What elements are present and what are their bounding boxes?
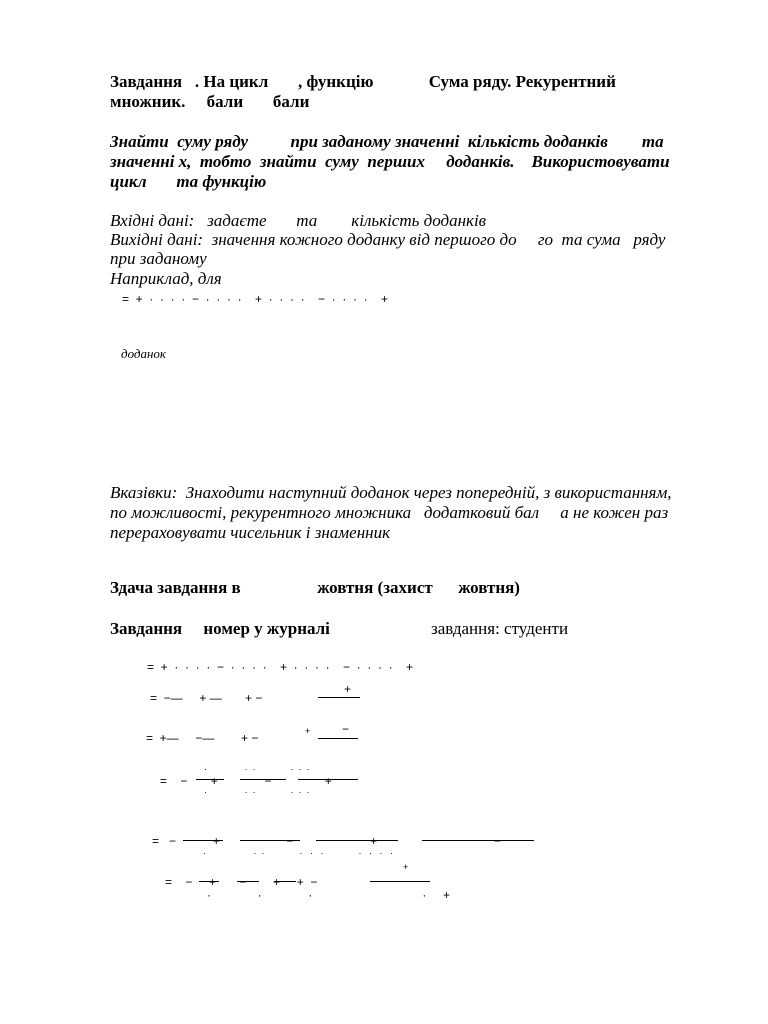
task-desc-line3: цикл та функцію — [110, 172, 267, 191]
formula-5-denominators: · · · · · · · · · · — [203, 848, 394, 858]
formula-6-bar-2 — [237, 881, 259, 882]
task-header-line1: Завдання . На цикл , функцію Сума ряду. Рекурентний — [110, 72, 616, 91]
formula-4: = − + − + — [160, 774, 332, 788]
task-header-line2: множник. бали бали — [110, 92, 310, 111]
formula-6-denominators: · · · · + — [207, 888, 451, 902]
example-line: Наприклад, для — [110, 269, 222, 288]
formula-4-numerators: · · · · · · — [204, 764, 310, 774]
term-label: доданок — [121, 346, 167, 361]
formula-3-fraction-bar — [318, 738, 358, 739]
formula-6: = − + − + + − — [165, 875, 318, 889]
formula-4-bar-3 — [298, 779, 358, 780]
formula-5-bar-3 — [316, 840, 398, 841]
formula-3: = +— −— + − — [146, 731, 259, 745]
formula-5-bar-2 — [240, 840, 300, 841]
formula-6-bar-4 — [370, 881, 430, 882]
task-desc-line2: значенні х, тобто знайти суму перших доданків. Використовувати — [110, 152, 670, 171]
deadline-line: Здача завдання в жовтня (захист жовтня) — [110, 578, 520, 597]
formula-4-bar-1 — [196, 779, 224, 780]
hints-line1: Вказівки: Знаходити наступний доданок через попередній, з використанням, — [110, 483, 672, 502]
assignment-note: завдання: студенти — [431, 619, 569, 638]
hints-line3: перераховувати чисельник і знаменник — [110, 523, 391, 542]
hints-line2: по можливості, рекурентного множника додатковий бал а не кожен раз — [110, 503, 669, 522]
formula-6-bar-3 — [274, 881, 296, 882]
input-data-line: Вхідні дані: задаєте та кількість доданків — [110, 211, 487, 230]
formula-5: = − + − + − — [152, 834, 501, 848]
task-desc-line1: Знайти суму ряду при заданому значенні кількість доданків та — [110, 132, 664, 151]
formula-2-numerator: + — [344, 682, 352, 696]
formula-4-bar-2 — [240, 779, 286, 780]
formula-5-bar-4 — [422, 840, 534, 841]
formula-6-numerator: + — [403, 862, 409, 872]
formula-2: = −— + — + − — [150, 691, 263, 705]
formula-5-bar-1 — [183, 840, 223, 841]
example-formula: = + · · · · − · · · · + · · · · − · · · · + — [122, 292, 389, 306]
formula-3-superscript: + — [305, 726, 311, 736]
formula-4-denominators: · · · · · · — [204, 787, 310, 797]
formula-6-bar-1 — [199, 881, 219, 882]
output-data-line1: Вихідні дані: значення кожного доданку від першого до го та сума ряду — [110, 230, 666, 249]
formula-1: = + · · · · − · · · · + · · · · − · · · · + — [147, 660, 414, 674]
formula-3-numerator: − — [342, 722, 350, 736]
assignment-label: Завдання номер у журналі — [110, 619, 330, 638]
formula-2-fraction-bar — [318, 697, 360, 698]
output-data-line2: при заданому — [110, 249, 207, 268]
